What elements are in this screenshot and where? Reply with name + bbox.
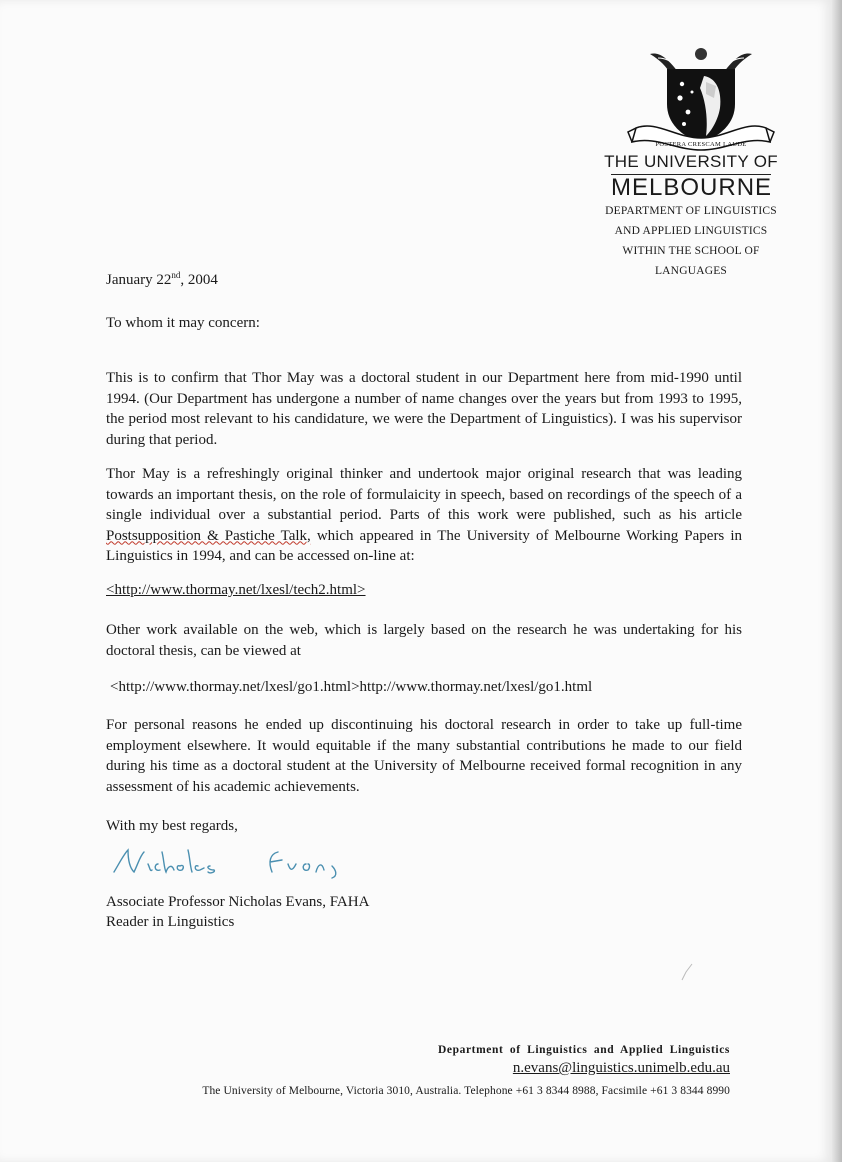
paragraph-2-start: Thor May is a refreshingly original thinker and undertook major original research that was leading towards an important thesis, on the role of formulaicity in speech, based on recordings of the speech of a single individual over a substantial period. Parts of this work were published, such as his article [106,466,742,523]
paragraph-4: For personal reasons he ended up discontinuing his doctoral research in order to take up full-time employment elsewhere. It would equitable if the many substantial contributions he made to our field during his time as a doctoral student at the University of Melbourne received formal recognition in any assessment of his academic achievements. [106,717,742,795]
pencil-tick-icon [680,962,694,982]
university-crest-icon [626,42,776,154]
footer-address: The University of Melbourne, Victoria 3010, Australia. Telephone +61 3 8344 8988, Facsimile +61 3 8344 8990 [202,1085,730,1097]
date-year: , 2004 [180,272,218,288]
handwritten-signature [110,842,350,884]
paragraph-2-end: which appeared in The University of Melbourne Working Papers in Linguistics in 1994, and can be accessed on-line at: [106,527,742,564]
letter-date [106,270,742,291]
crest-motto: POSTERA CRESCAM LAUDE [655,141,747,148]
closing: With my best regards, [106,818,238,834]
signatory-title: Reader in Linguistics [106,914,235,930]
article-title: Postsupposition & Pastiche Talk, [106,527,311,544]
signatory-name: Associate Professor Nicholas Evans, FAHA [106,894,370,910]
university-name-line2: MELBOURNE [611,174,773,201]
letterhead [596,152,786,281]
date-prefix: January 22 [106,272,172,288]
department-line: LANGUAGES [654,265,728,277]
footer-email-link[interactable]: n.evans@linguistics.unimelb.edu.au [512,1060,730,1076]
department-line: AND APPLIED LINGUISTICS [614,225,768,237]
salutation: To whom it may concern: [106,315,260,331]
department-line: WITHIN THE SCHOOL OF [622,245,760,257]
paragraph-2 [106,464,742,567]
web-work-link[interactable]: <http://www.thormay.net/lxesl/go1.html>http://www.thormay.net/lxesl/go1.html [110,679,593,695]
paragraph-1: This is to confirm that Thor May was a doctoral student in our Department here from mid-1990 until 1994. (Our Department has undergone a number of name changes over the years but from 1993 to 1995, the period most relevant to his candidature, we were the Department of Linguistics). I was his supervisor during that period. [106,370,742,448]
university-name-line1: THE UNIVERSITY OF [604,152,778,171]
paragraph-3: Other work available on the web, which is largely based on the research he was undertaking for his doctoral thesis, can be viewed at [106,622,742,659]
date-ordinal: nd [171,270,181,280]
footer-department: Department of Linguistics and Applied Linguistics [437,1044,730,1056]
department-line: DEPARTMENT OF LINGUISTICS [605,205,777,217]
page-edge-shadow [832,0,842,1162]
article-link[interactable]: <http://www.thormay.net/lxesl/tech2.html> [106,582,366,598]
